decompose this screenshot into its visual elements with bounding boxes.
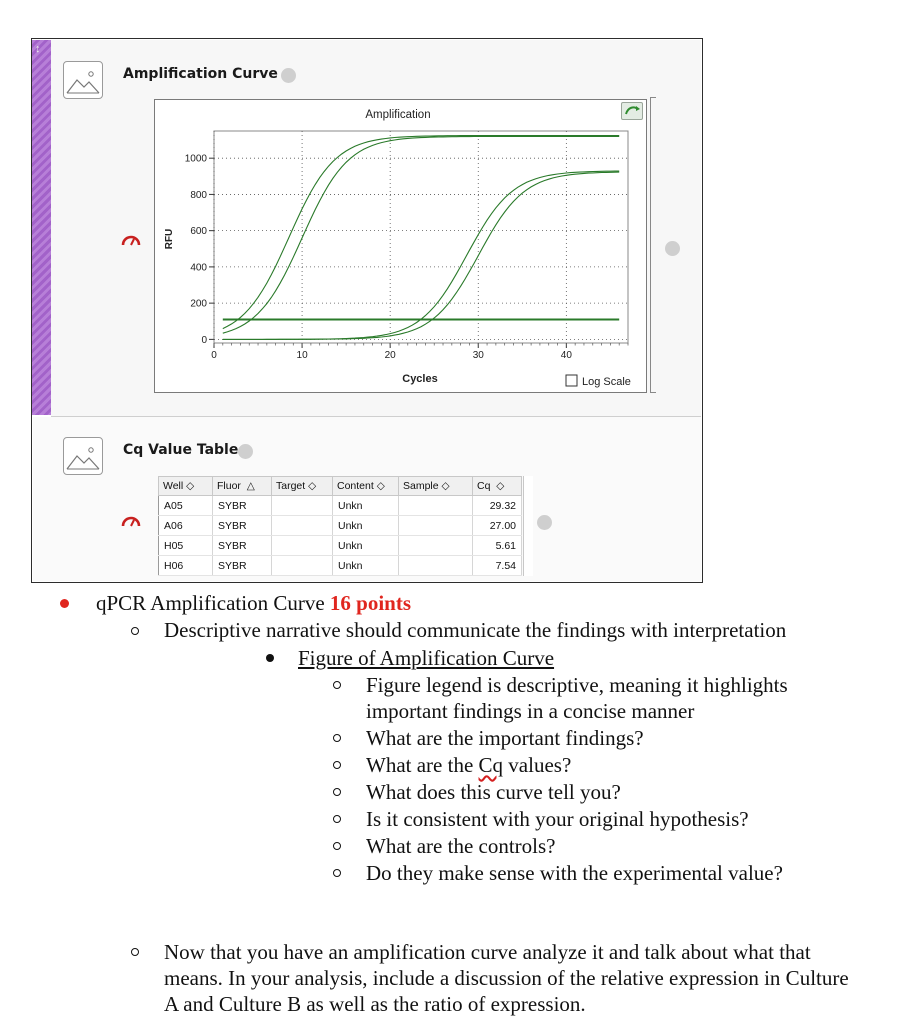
rubric-item-narrative: Descriptive narrative should communicate the findings with interpretation	[164, 618, 787, 642]
section-color-bar	[32, 40, 51, 415]
bullet-icon	[266, 654, 274, 662]
column-header-sample[interactable]: Sample ◇	[399, 477, 473, 496]
table-row[interactable]	[159, 556, 522, 576]
cell-target	[272, 516, 333, 536]
cell-cq: 29.32	[473, 496, 522, 516]
rubric-item-analysis-2: means. In your analysis, include a discussion of the relative expression in Culture	[164, 966, 849, 990]
cell-cq: 7.54	[473, 556, 522, 576]
chevron-circle-icon-2[interactable]	[537, 515, 552, 530]
sub-item-sense: Do they make sense with the experimental value?	[366, 861, 783, 885]
table-scrollbar[interactable]	[523, 476, 533, 576]
cell-fluor: SYBR	[213, 516, 272, 536]
amplification-curve-a06	[223, 136, 619, 333]
chart-scroll-bracket	[650, 97, 656, 393]
sub-bullet-icon	[333, 761, 341, 769]
column-header-target[interactable]: Target ◇	[272, 477, 333, 496]
sub-bullet-icon	[333, 788, 341, 796]
figure-heading: Figure of Amplification Curve	[298, 646, 555, 670]
x-tick-label: 30	[472, 350, 484, 361]
sub-item-legend-1: Figure legend is descriptive, meaning it highlights	[366, 673, 788, 697]
sub-bullet-icon	[333, 815, 341, 823]
cell-content: Unkn	[333, 516, 399, 536]
cell-well: A05	[159, 496, 213, 516]
gauge-icon[interactable]	[121, 233, 141, 252]
sub-bullet-icon	[333, 842, 341, 850]
drag-handle-icon[interactable]: ↕	[35, 43, 41, 55]
sub-bullet-icon	[333, 869, 341, 877]
section-title-cq: Cq Value Table	[123, 442, 239, 458]
cell-target	[272, 496, 333, 516]
cell-sample	[399, 496, 473, 516]
cell-target	[272, 556, 333, 576]
section-title-amplification: Amplification Curve	[123, 66, 278, 82]
table-header-row	[159, 477, 522, 496]
y-tick-label: 1000	[184, 153, 207, 165]
plot-area	[214, 131, 628, 343]
cell-cq: 27.00	[473, 516, 522, 536]
cell-sample	[399, 516, 473, 536]
sub-bullet-icon	[333, 681, 341, 689]
cell-content: Unkn	[333, 536, 399, 556]
cell-cq: 5.61	[473, 536, 522, 556]
log-scale-checkbox[interactable]	[566, 375, 577, 386]
cell-sample	[399, 536, 473, 556]
column-header-well[interactable]: Well ◇	[159, 477, 213, 496]
table-row[interactable]	[159, 516, 522, 536]
bullet-icon	[60, 599, 69, 608]
y-tick-label: 600	[190, 226, 207, 238]
x-tick-label: 40	[560, 350, 572, 361]
y-tick-label: 200	[190, 298, 207, 310]
sub-item-cq: What are the Cq values?	[366, 753, 572, 777]
x-tick-label: 10	[296, 350, 308, 361]
y-tick-label: 400	[190, 262, 207, 274]
cq-value-table	[158, 476, 522, 576]
image-placeholder-icon	[63, 61, 103, 99]
y-tick-label: 800	[190, 189, 207, 201]
sub-bullet-icon	[131, 627, 139, 635]
cell-well: H05	[159, 536, 213, 556]
sub-item-curve: What does this curve tell you?	[366, 780, 621, 804]
rubric-heading: qPCR Amplification Curve 16 points	[96, 591, 412, 615]
cell-content: Unkn	[333, 556, 399, 576]
sub-item-controls: What are the controls?	[366, 834, 556, 858]
sub-item-legend-2: important findings in a concise manner	[366, 699, 695, 723]
rubric-item-analysis-3: A and Culture B as well as the ratio of expression.	[164, 992, 586, 1016]
expand-circle-icon[interactable]	[281, 68, 296, 83]
cell-fluor: SYBR	[213, 556, 272, 576]
sub-bullet-icon	[131, 948, 139, 956]
amplification-curve-a05	[223, 136, 619, 329]
x-tick-label: 0	[211, 350, 217, 361]
cell-fluor: SYBR	[213, 536, 272, 556]
gauge-icon-2[interactable]	[121, 514, 141, 533]
image-placeholder-icon-2	[63, 437, 103, 475]
sub-item-findings: What are the important findings?	[366, 726, 644, 750]
chart-title: Amplification	[365, 109, 431, 121]
cell-content: Unkn	[333, 496, 399, 516]
sub-bullet-icon	[333, 734, 341, 742]
amplification-curve-h05	[223, 171, 619, 339]
cell-target	[272, 536, 333, 556]
column-header-fluor[interactable]: Fluor △	[213, 477, 272, 496]
rubric-item-analysis-1: Now that you have an amplification curve analyze it and talk about what that	[164, 940, 811, 964]
chart-canvas	[154, 99, 647, 393]
cell-well: H06	[159, 556, 213, 576]
cell-fluor: SYBR	[213, 496, 272, 516]
x-axis-label: Cycles	[402, 373, 438, 385]
x-tick-label: 20	[384, 350, 396, 361]
column-header-content[interactable]: Content ◇	[333, 477, 399, 496]
chevron-circle-icon[interactable]	[665, 241, 680, 256]
column-header-cq[interactable]: Cq ◇	[473, 477, 522, 496]
table-row[interactable]	[159, 496, 522, 516]
expand-circle-icon-2[interactable]	[238, 444, 253, 459]
y-axis-label: RFU	[164, 228, 175, 250]
cell-sample	[399, 556, 473, 576]
sub-item-hypothesis: Is it consistent with your original hypothesis?	[366, 807, 749, 831]
table-row[interactable]	[159, 536, 522, 556]
log-scale-label: Log Scale	[582, 376, 631, 388]
y-tick-label: 0	[201, 334, 207, 346]
cell-well: A06	[159, 516, 213, 536]
amplification-curve-h06	[223, 172, 619, 339]
points-label: 16 points	[329, 591, 412, 615]
